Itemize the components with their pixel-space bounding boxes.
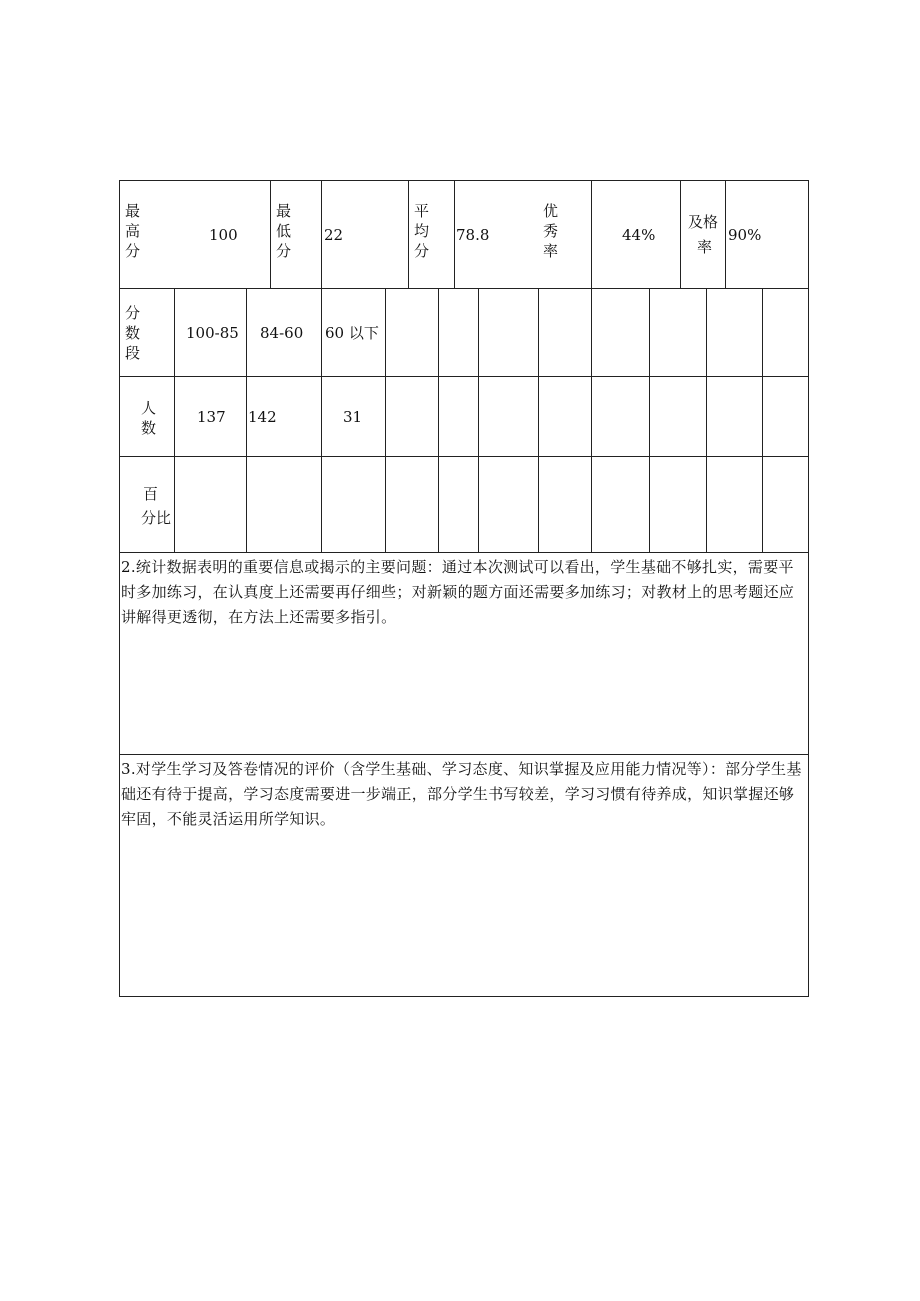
excellent-rate-value: 44% [622,226,656,244]
stats-divider [408,180,409,288]
count-below-60: 31 [343,408,363,426]
stats-divider [680,180,681,288]
pass-rate-label-line2: 率 [697,238,713,256]
grid-line [706,288,707,553]
average-score-label: 平均分 [414,202,430,260]
grid-line [385,288,386,553]
grid-line [591,288,592,553]
section-2-text: 2.统计数据表明的重要信息或揭示的主要问题：通过本次测试可以看出，学生基础不够扎实，需要平时多加练习，在认真度上还需要再仔细些；对新颖的题方面还需要多加练习；对教材上的思考题还应讲解得更透彻，在方法上还需要多指引。 [121,558,795,626]
grid-line [649,288,650,553]
stats-divider [454,180,455,288]
percent-label-line1: 百 [143,485,159,503]
excellent-rate-label: 优秀率 [543,202,559,260]
pass-rate-value: 90% [728,226,762,244]
max-score-label: 最高分 [125,202,141,260]
min-score-value: 22 [324,226,344,244]
segment-84-60: 84-60 [260,324,304,342]
stats-divider [321,180,322,288]
grid-line [174,288,175,553]
section-3-text: 3.对学生学习及答卷情况的评价（含学生基础、学习态度、知识掌握及应用能力情况等）：部分学生基础还有待于提高，学习态度需要进一步端正，部分学生书写较差，学习习惯有待养成，知识掌握还够牢固，不能灵活运用所学知识。 [121,760,802,828]
count-100-85: 137 [197,408,226,426]
grid-line [321,288,322,553]
average-score-value: 78.8 [456,226,490,244]
stats-divider [591,180,592,288]
min-score-label: 最低分 [276,202,292,260]
segment-100-85: 100-85 [186,324,239,342]
grid-line [538,288,539,553]
count-label: 人数 [141,399,157,437]
grid-line [762,288,763,553]
stats-divider [270,180,271,288]
grid-line [438,288,439,553]
count-84-60: 142 [248,408,277,426]
grid-line [246,288,247,553]
grid-line [478,288,479,553]
percent-label-line2: 分比 [141,509,172,527]
segment-below-60: 60 以下 [325,324,379,342]
score-segment-label: 分数段 [125,304,141,362]
max-score-value: 100 [209,226,238,244]
pass-rate-label-line1: 及格 [688,213,719,231]
stats-divider [725,180,726,288]
